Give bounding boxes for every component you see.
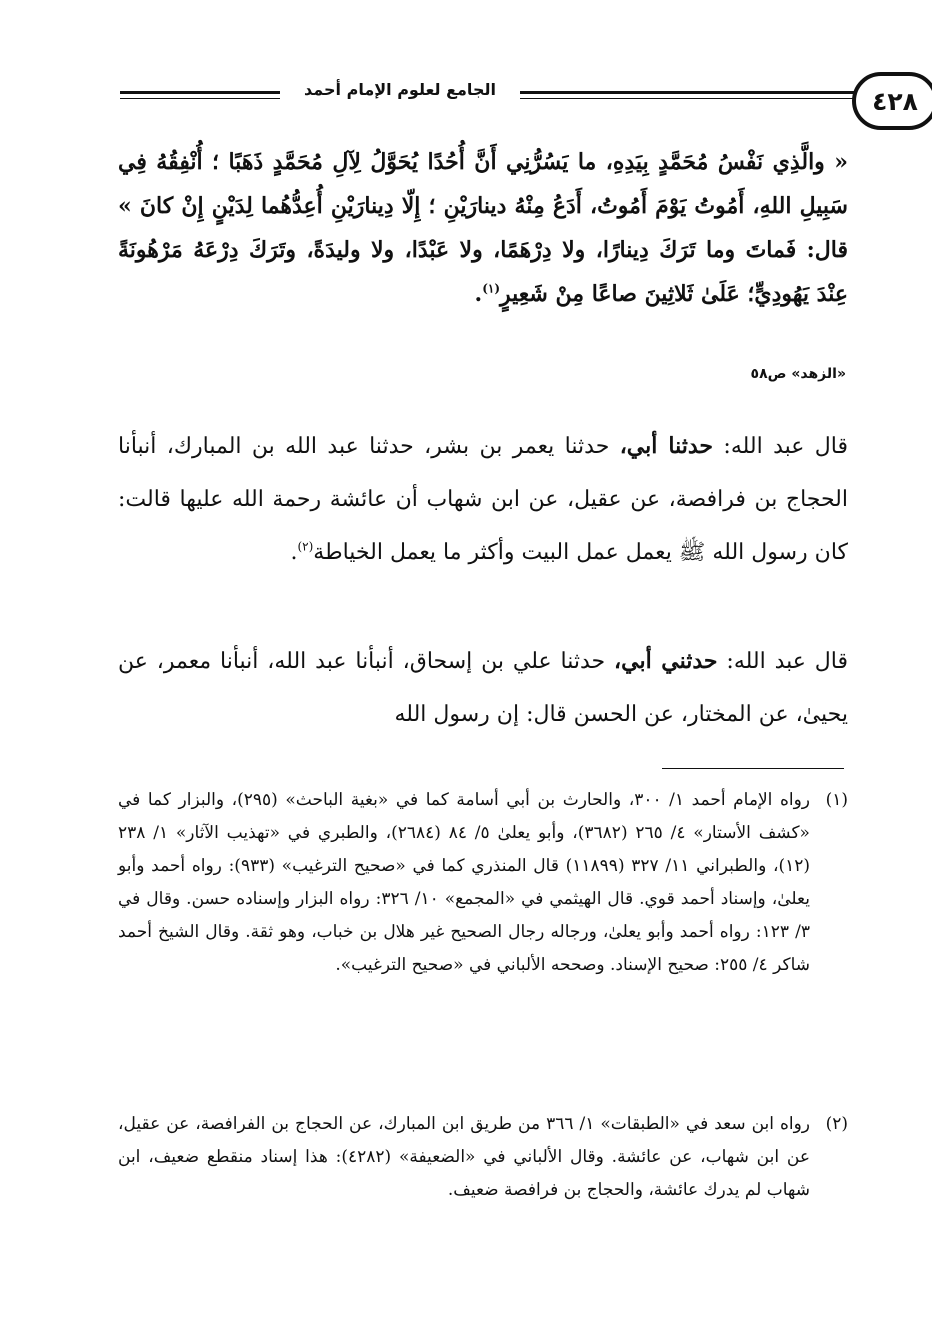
footnote-1-number: (١): [825, 790, 848, 810]
footnote-1-text: رواه الإمام أحمد ١/ ٣٠٠، والحارث بن أبي أسامة كما في «بغية الباحث» (٢٩٥)، والبزار كما في «كشف الأستار» ٤/ ٢٦٥ (٣٦٨٢)، وأبو يعلىٰ ٥/ ٨٤ (٢٦٨٤)، والطبري في «تهذيب الآثار» ١/ ٢٣٨ (١٢)، والطبراني ١١/ ٣٢٧ (١١٨٩٩) قال المنذري كما في «صحيح الترغيب» (٩٣٣): رواه أحمد وأبو يعلىٰ، وإسناد أحمد قوي. قال الهيثمي في «المجمع» ١٠/ ٣٢٦: رواه البزار وإسناده حسن. وقال في ٣/ ١٢٣: رواه أحمد وأبو يعلىٰ، ورجاله رجال الصحيح غير هلال بن خباب، وهو ثقة. وقال الشيخ أحمد شاكر ٤/ ٢٥٥: صحيح الإسناد. وصححه الألباني في «صحيح الترغيب».: [118, 790, 810, 975]
narration-2-chain-bold: حدثني أبي،: [614, 648, 718, 674]
hadith-text-block: [118, 140, 848, 316]
footnote-2: [118, 1108, 848, 1207]
narration-1-text: حدثنا يعمر بن بشر، حدثنا عبد الله بن المبارك، أنبأنا الحجاج بن فرافصة، عن عقيل، عن ابن شهاب أن عائشة رحمة الله عليها قالت: كان رسول الله ﷺ يعمل عمل البيت وأكثر ما يعمل الخياطة: [118, 434, 848, 565]
header-rule-left-top: [120, 91, 280, 94]
footnote-2-number: (٢): [825, 1114, 848, 1134]
footnote-ref-2[interactable]: (٢): [297, 539, 314, 554]
footnote-2-text: رواه ابن سعد في «الطبقات» ١/ ٣٦٦ من طريق ابن المبارك، عن الحجاج بن الفرافصة، عن عقيل، عن ابن شهاب، عن عائشة. وقال الألباني في «الضعيفة» (٤٢٨٢): هذا إسناد منقطع ضعيف، ابن شهاب لم يدرك عائشة، والحجاج بن فرافصة ضعيف.: [118, 1114, 811, 1200]
footnote-ref-1[interactable]: (١): [482, 281, 501, 296]
page-header: [110, 68, 918, 132]
header-rule-middle-top: [520, 91, 855, 94]
narration-1-prefix: قال عبد الله:: [723, 434, 849, 459]
narration-paragraph-2: [118, 635, 848, 741]
page-number-badge: [852, 72, 932, 130]
narration-1-end: .: [290, 540, 298, 565]
hadith-text: « والَّذِي نَفْسُ مُحَمَّدٍ بِيَدِهِ، ما يَسُرُّنِي أَنَّ أُحُدًا يُحَوَّلُ لِآلِ مُحَمَّدٍ ذَهَبًا ؛ أُنْفِقُهُ فِي سَبِيلِ اللهِ، أَمُوتُ يَوْمَ أَمُوتُ، أَدَعُ مِنْهُ دينارَيْنِ ؛ إِلّا دِينارَيْنِ أُعِدُّهُما لِدَيْنٍ إِنْ كانَ » قال: فَماتَ وما تَرَكَ دِينارًا، ولا دِرْهَمًا، ولا عَبْدًا، ولا وليدَةً، وتَرَكَ دِرْعَهُ مَرْهُونَةً عِنْدَ يَهُودِيٍّ؛ عَلَىٰ ثَلاثِينَ صاعًا مِنْ شَعِيرٍ: [118, 149, 849, 307]
header-rule-middle-bottom: [520, 98, 855, 99]
narration-2-prefix: قال عبد الله:: [726, 649, 848, 674]
header-rule-left-bottom: [120, 98, 280, 99]
page-number: ٤٢٨: [872, 86, 918, 116]
running-title: الجامع لعلوم الإمام أحمد: [304, 80, 496, 99]
narration-1-chain-bold: حدثنا أبي،: [619, 433, 714, 459]
source-reference: «الزهد» ص٥٨: [750, 366, 846, 382]
narration-paragraph-1: [118, 420, 848, 579]
narration-2-text: حدثنا علي بن إسحاق، أنبأنا عبد الله، أنبأنا معمر، عن يحيىٰ، عن المختار، عن الحسن قال: إن رسول الله: [118, 649, 848, 727]
footnote-1: [118, 784, 848, 982]
footnote-separator: [662, 768, 844, 769]
hadith-end: .: [474, 281, 483, 307]
